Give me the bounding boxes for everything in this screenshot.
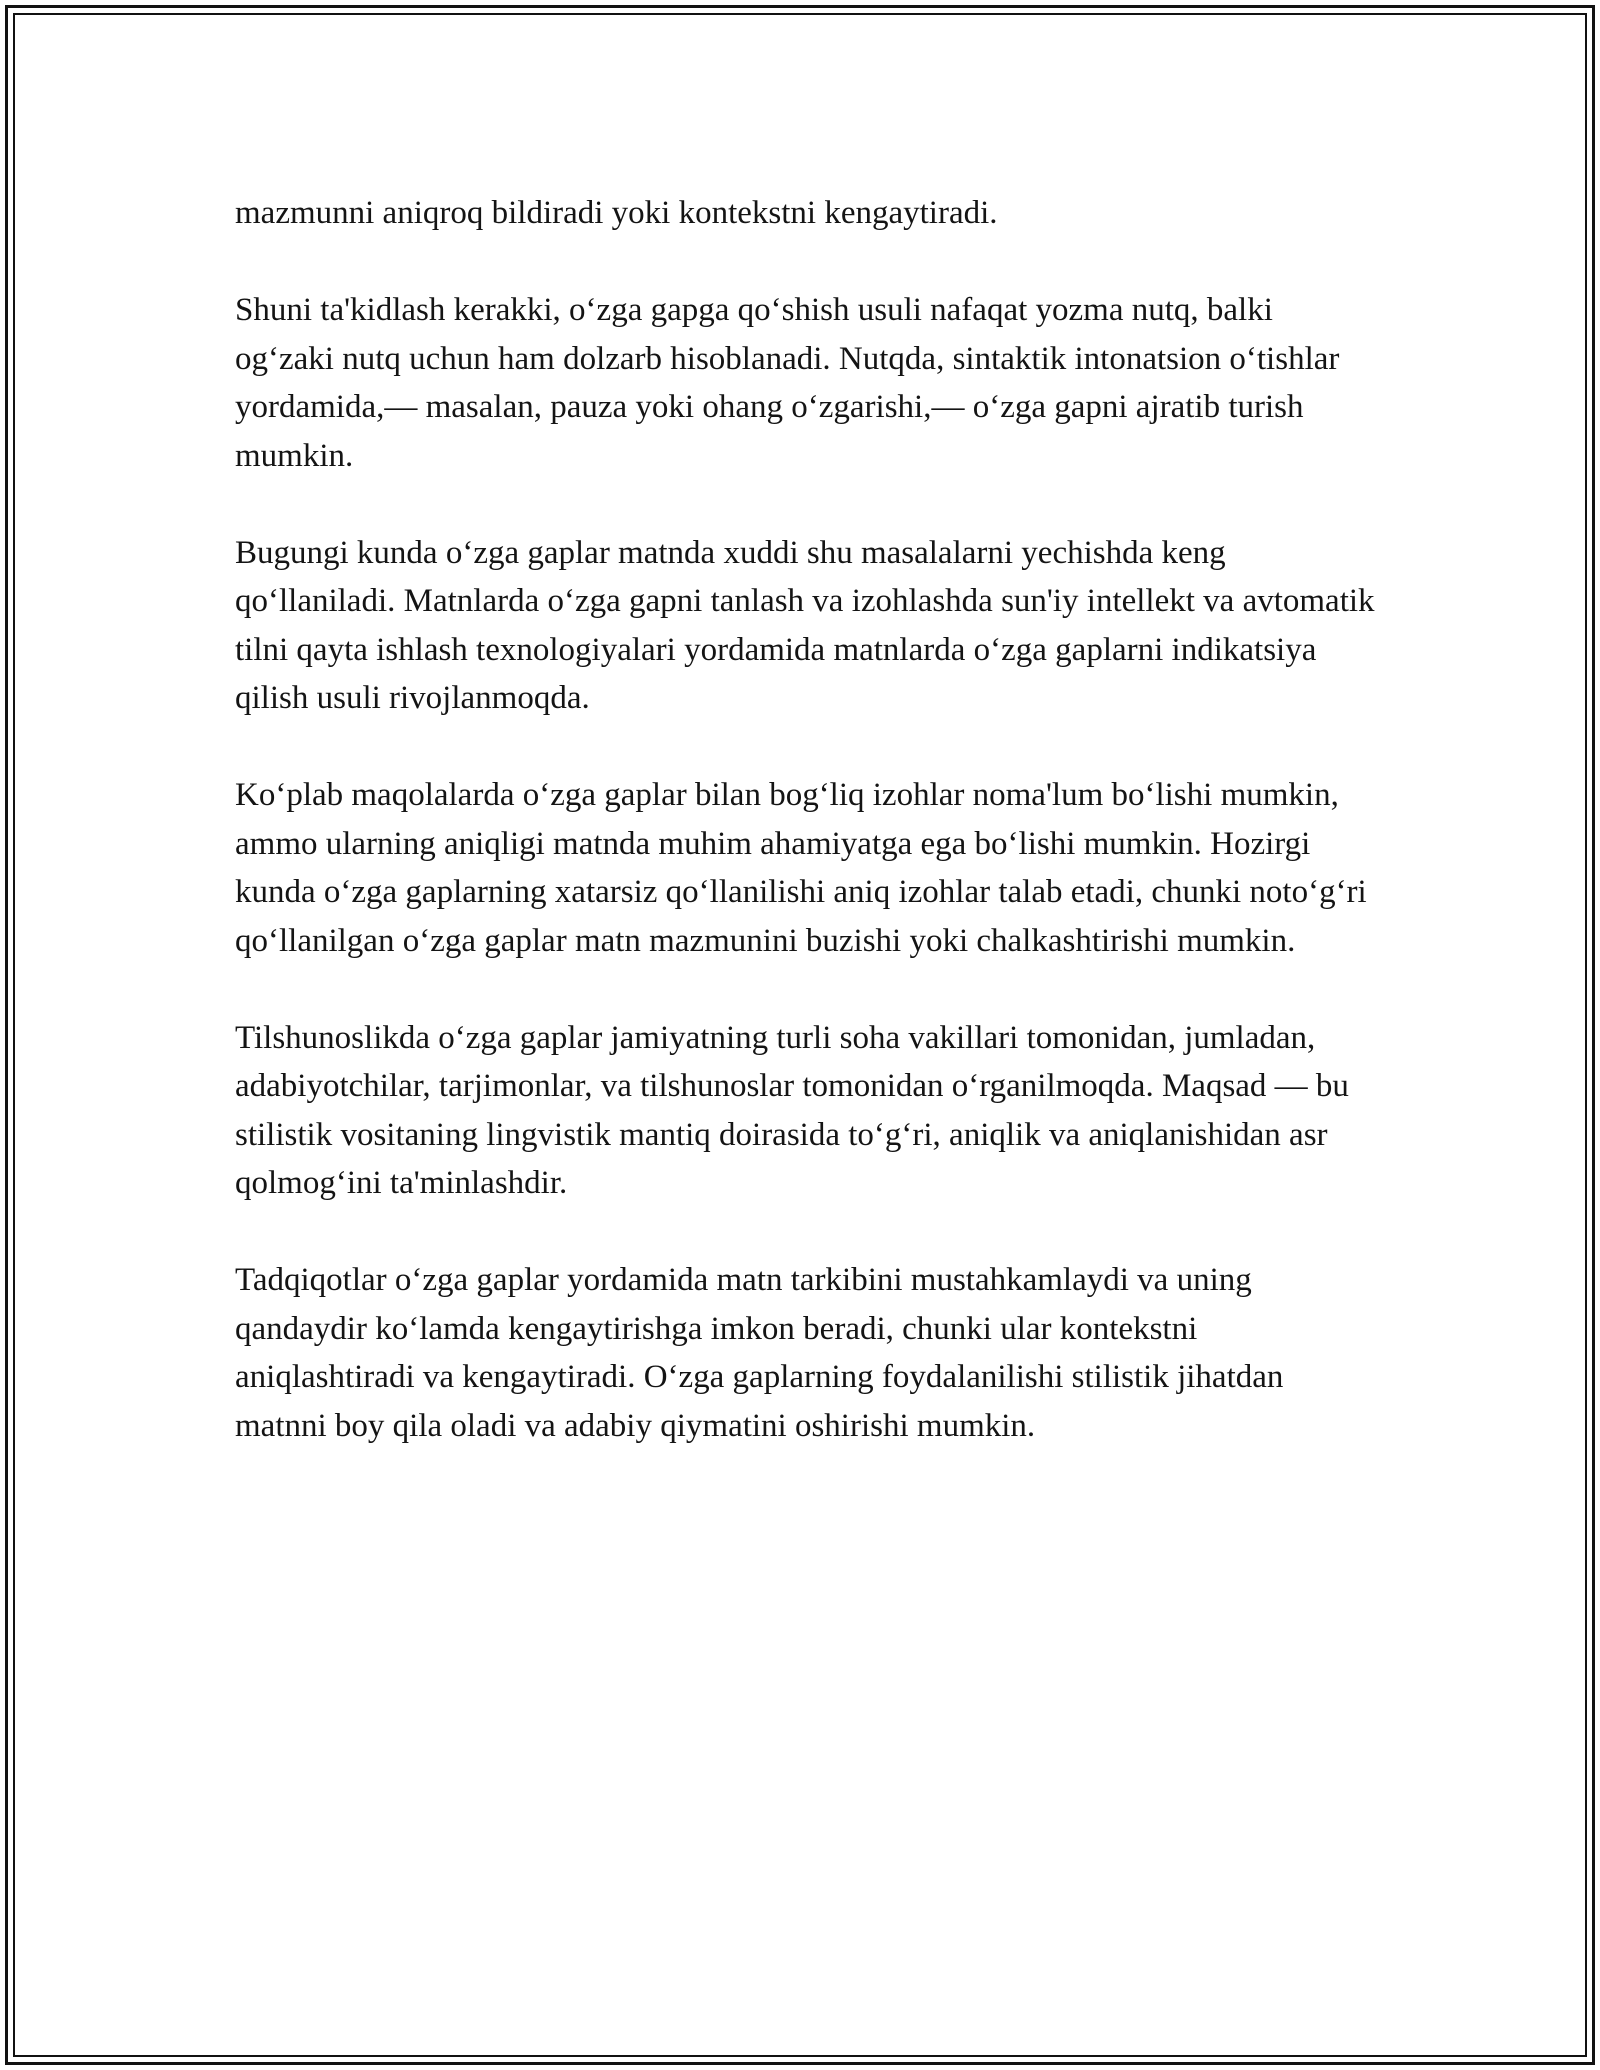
document-body <box>235 189 1375 1450</box>
paragraph-1: mazmunni aniqroq bildiradi yoki kontekstni kengaytiradi. <box>235 195 998 231</box>
paragraph-3: Bugungi kunda o‘zga gaplar matnda xuddi shu masalalarni yechishda keng qo‘llaniladi. Matnlarda o‘zga gapni tanlash va izohlashda sun'iy intellekt va avtomatik tilni qayta ishlash texnologiyalari yordamida matnlarda o‘zga gaplarni indikatsiya qilish usuli rivojlanmoqda. <box>235 534 1375 716</box>
paragraph-4: Ko‘plab maqolalarda o‘zga gaplar bilan bog‘liq izohlar noma'lum bo‘lishi mumkin, ammo ularning aniqligi matnda muhim ahamiyatga ega bo‘lishi mumkin. Hozirgi kunda o‘zga gaplarning xatarsiz qo‘llanilishi aniq izohlar talab etadi, chunki noto‘g‘ri qo‘llanilgan o‘zga gaplar matn mazmunini buzishi yoki chalkashtirishi mumkin. <box>235 777 1367 959</box>
paragraph-2: Shuni ta'kidlash kerakki, o‘zga gapga qo‘shish usuli nafaqat yozma nutq, balki og‘zaki nutq uchun ham dolzarb hisoblanadi. Nutqda, sintaktik intonatsion o‘tishlar yordamida,— masalan, pauza yoki ohang o‘zgarishi,— o‘zga gapni ajratib turish mumkin. <box>235 292 1340 474</box>
paragraph-6: Tadqiqotlar o‘zga gaplar yordamida matn tarkibini mustahkamlaydi va uning qandaydir ko‘lamda kengaytirishga imkon beradi, chunki ular kontekstni aniqlashtiradi va kengaytiradi. O‘zga gaplarning foydalanilishi stilistik jihatdan matnni boy qila oladi va adabiy qiymatini oshirishi mumkin. <box>235 1262 1284 1444</box>
paragraph-5: Tilshunoslikda o‘zga gaplar jamiyatning turli soha vakillari tomonidan, jumladan, adabiyotchilar, tarjimonlar, va tilshunoslar tomonidan o‘rganilmoqda. Maqsad — bu stilistik vositaning lingvistik mantiq doirasida to‘g‘ri, aniqlik va aniqlanishidan asr qolmog‘ini ta'minlashdir. <box>235 1019 1349 1201</box>
